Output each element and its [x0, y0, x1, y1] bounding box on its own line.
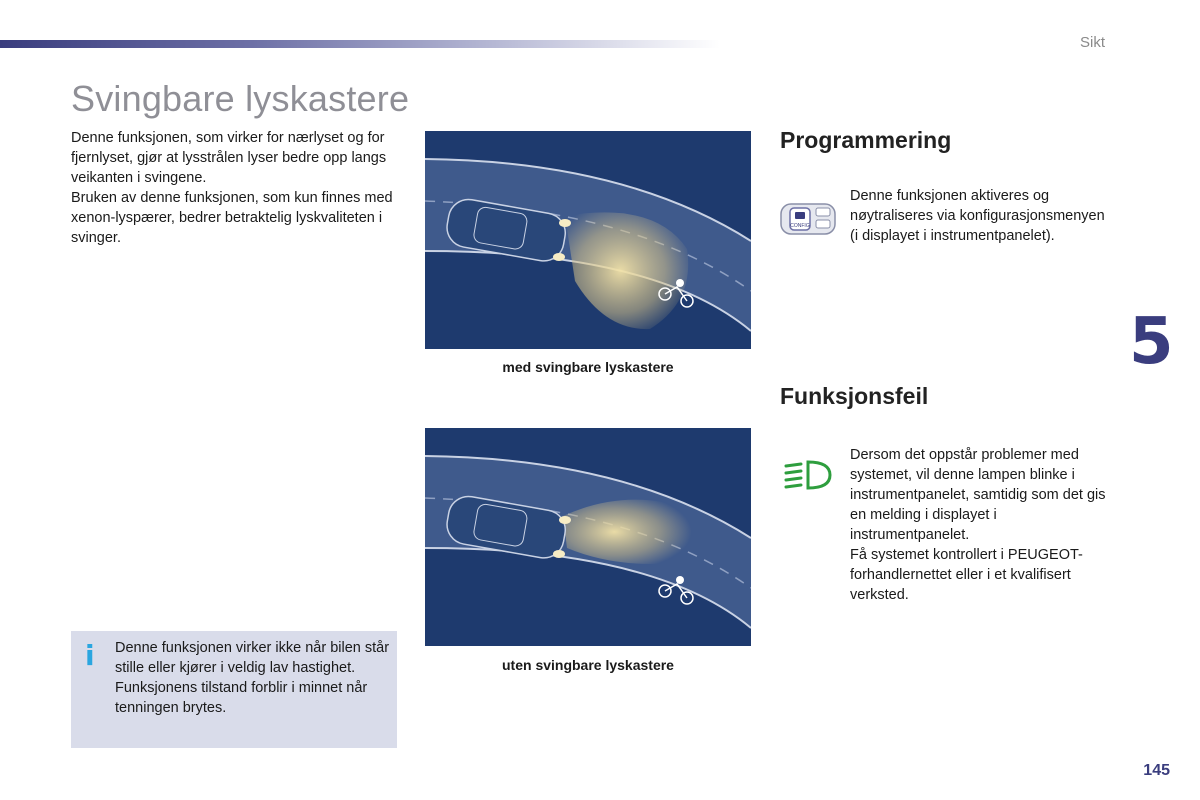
caption-with-adaptive-lights: med svingbare lyskastere — [502, 359, 674, 375]
malfunction-text — [850, 445, 1115, 605]
info-box — [71, 631, 397, 748]
caption-without-adaptive-lights: uten svingbare lyskastere — [502, 657, 674, 673]
page-title: Svingbare lyskastere — [71, 78, 410, 119]
headlamp-warning-icon — [784, 458, 834, 492]
info-text — [115, 638, 390, 718]
intro-paragraph-1: Denne funksjonen, som virker for nærlyset og for fjernlyset, gjør at lysstrålen lyser bedre opp langs veikanten i svingene. — [71, 130, 387, 186]
illustration-without-adaptive-lights — [425, 428, 751, 646]
programming-text: Denne funksjonen aktiveres og nøytraliseres via konfigurasjonsmenyen (i displayet i instrumentpanelet). — [850, 188, 1105, 244]
intro-paragraph-2: Bruken av denne funksjonen, som kun finnes med xenon-lyspærer, bedrer betraktelig lyskvaliteten i svinger. — [71, 190, 393, 246]
malfunction-paragraph-1: Dersom det oppstår problemer med systemet, vil denne lampen blinke i instrumentpanelet, samtidig som det gis en melding i displayet i instrumentpanelet. — [850, 447, 1106, 543]
config-icon-label: CONFIG — [790, 223, 810, 229]
heading-programming: Programmering — [780, 127, 952, 153]
info-paragraph-2: Funksjonens tilstand forblir i minnet når tenningen brytes. — [115, 680, 368, 716]
illustration-with-adaptive-lights — [425, 131, 751, 349]
chapter-number: 5 — [1129, 305, 1174, 379]
page-number: 145 — [1143, 762, 1170, 779]
info-icon: i — [85, 639, 95, 672]
section-name: Sikt — [1079, 34, 1105, 51]
config-button-icon — [780, 198, 836, 240]
heading-malfunction: Funksjonsfeil — [780, 383, 929, 409]
intro-text — [71, 128, 401, 248]
info-paragraph-1: Denne funksjonen virker ikke når bilen står stille eller kjører i veldig lav hastighet. — [115, 640, 390, 676]
header-gradient-bar — [0, 40, 720, 48]
malfunction-paragraph-2: Få systemet kontrollert i PEUGEOT-forhandlernettet eller i et kvalifisert verksted. — [850, 547, 1083, 603]
